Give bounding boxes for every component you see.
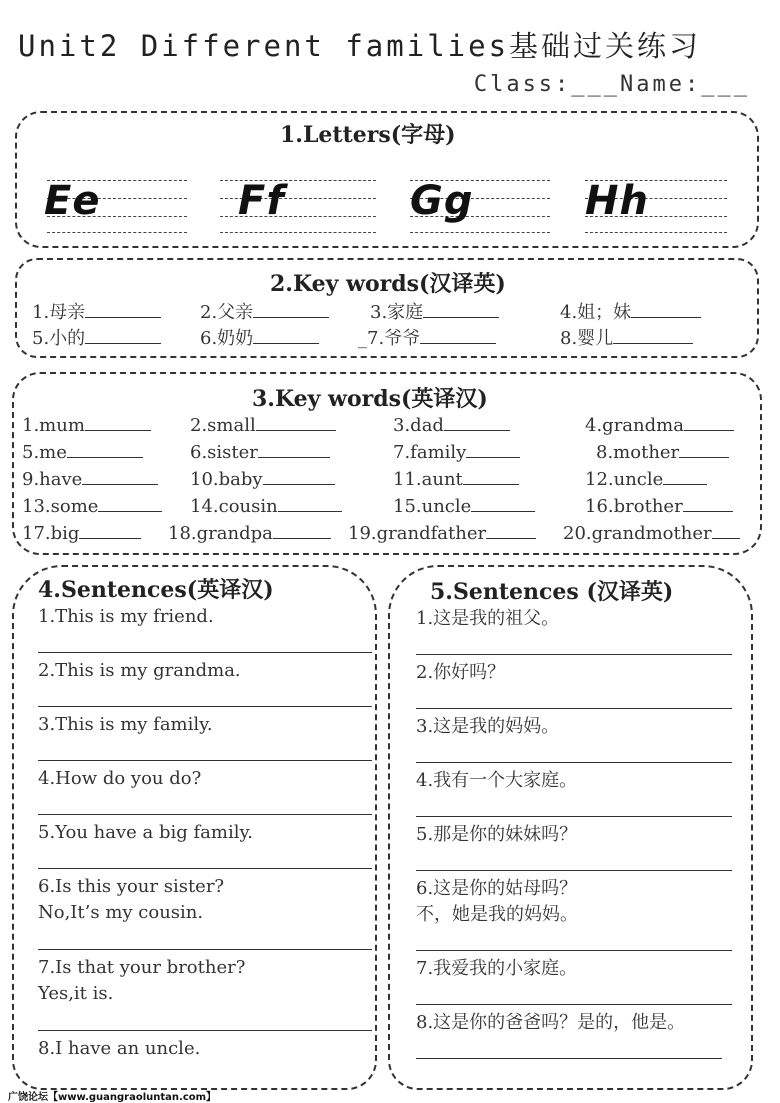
key-word-item: 10.baby	[190, 469, 335, 490]
key-word-item: 20.grandmother	[563, 523, 740, 544]
sentence-item: 8.这是你的爸爸吗？是的，他是。	[416, 1012, 686, 1033]
key-word-item: 6.奶奶	[200, 324, 319, 350]
key-word-item: 12.uncle	[585, 469, 707, 490]
key-word-item: 3.家庭	[370, 298, 499, 324]
sentence-item-reply: 不，她是我的妈妈。	[416, 904, 578, 925]
key-word-item: 17.big	[22, 523, 141, 544]
sentence-item: 1.这是我的祖父。	[416, 608, 560, 629]
key-word-item: 14.cousin	[190, 496, 342, 517]
key-word-item: 16.brother	[585, 496, 733, 517]
key-word-item: 1.母亲	[32, 298, 161, 324]
sentence-item: 5.那是你的妹妹吗？	[416, 824, 578, 845]
sentence-item: 2.你好吗？	[416, 662, 506, 683]
sentence-item: 6.Is this your sister?	[38, 876, 225, 897]
letter-pair-hh: Hh	[585, 178, 649, 224]
sentence-item: 3.This is my family.	[38, 714, 213, 735]
sentence-item-reply: No,It’s my cousin.	[38, 902, 204, 923]
sentence-item: 7.Is that your brother?	[38, 957, 246, 978]
key-word-item: 15.uncle	[393, 496, 535, 517]
page-title: Unit2 Different families基础过关练习	[18, 29, 702, 63]
sentence-item: 2.This is my grandma.	[38, 660, 241, 681]
key-word-item: 11.aunt	[393, 469, 519, 490]
key-word-item: 8.婴儿	[560, 324, 693, 350]
key-word-item: 4.grandma	[585, 415, 734, 436]
key-word-item: 19.grandfather	[348, 523, 536, 544]
sentence-item: 1.This is my friend.	[38, 606, 214, 627]
key-words-en-zh-heading: 3.Key words(英译汉)	[252, 386, 488, 412]
letter-pair-gg: Gg	[410, 178, 474, 224]
letters-heading: 1.Letters(字母)	[280, 122, 456, 148]
letter-pair-ff: Ff	[238, 178, 285, 224]
sentence-item: 7.我爱我的小家庭。	[416, 958, 578, 979]
footer-source: 广饶论坛【www.guangraoluntan.com】	[8, 1092, 217, 1103]
key-word-item: 13.some	[22, 496, 162, 517]
sentence-item-reply: Yes,it is.	[38, 983, 114, 1004]
key-word-item: 9.have	[22, 469, 158, 490]
key-word-item: 1.mum	[22, 415, 151, 436]
key-words-zh-en-heading: 2.Key words(汉译英)	[270, 271, 506, 297]
key-word-item: 5.小的	[32, 324, 161, 350]
sentence-item: 6.这是你的姑母吗？	[416, 878, 578, 899]
sentence-item: 4.How do you do?	[38, 768, 202, 789]
class-name-line: Class:___Name:___	[473, 72, 750, 97]
sentence-item: 8.I have an uncle.	[38, 1038, 201, 1059]
sentences-en-zh-heading: 4.Sentences(英译汉)	[38, 577, 274, 603]
key-word-item: 2.父亲	[200, 298, 329, 324]
key-word-item: 8.mother	[596, 442, 729, 463]
key-word-item: 4.姐；妹	[560, 298, 701, 324]
sentences-zh-en-heading: 5.Sentences (汉译英)	[430, 579, 674, 605]
key-word-item: 2.small	[190, 415, 336, 436]
sentence-item: 5.You have a big family.	[38, 822, 253, 843]
key-word-item: 7.family	[393, 442, 520, 463]
sentence-item: 3.这是我的妈妈。	[416, 716, 560, 737]
letter-pair-ee: Ee	[44, 178, 101, 224]
sentence-item: 4.我有一个大家庭。	[416, 770, 578, 791]
key-word-item: 3.dad	[393, 415, 510, 436]
key-word-item: 5.me	[22, 442, 143, 463]
key-word-item: 6.sister	[190, 442, 330, 463]
key-word-item: _7.爷爷	[358, 324, 496, 350]
key-word-item: 18.grandpa	[168, 523, 331, 544]
